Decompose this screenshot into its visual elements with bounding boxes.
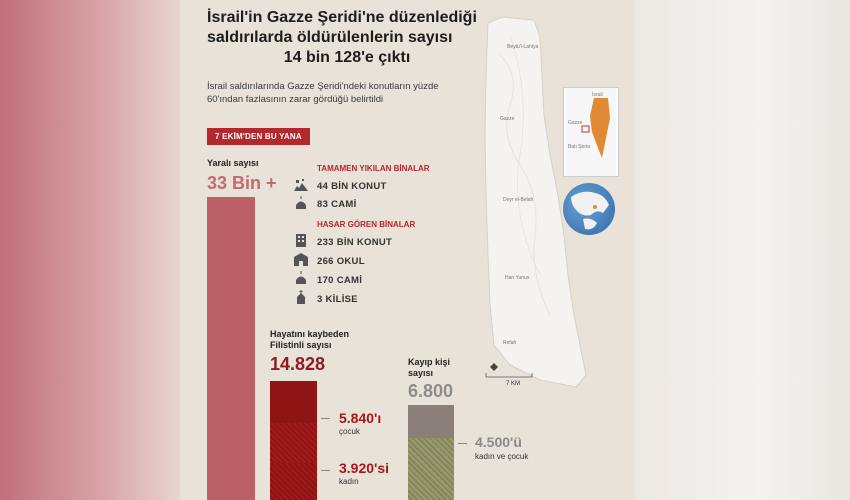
damaged-item-homes: 233 BİN KONUT [317,237,393,248]
map-label-beit-lahia: Beytü'l-Lahiya [507,44,539,50]
injured-label: Yaralı sayısı [207,158,259,168]
missing-sub-label: kadın ve çocuk [475,452,529,461]
inset-label-israel: İsrail [592,92,603,98]
children-value: 5.840'ı [339,410,382,426]
killed-label-line-2: Filistinli sayısı [270,340,332,350]
missing-label-line-2: sayısı [408,368,434,378]
killed-value: 14.828 [270,354,326,374]
subtitle-line-2: 60'ından fazlasının zarar gördüğü belirtildi [207,94,384,105]
injured-bar [207,197,255,500]
church-icon [293,290,309,309]
globe-landmass [563,183,615,235]
background-left-panel [0,0,180,500]
headline-line-1: İsrail'in Gazze Şeridi'ne düzenlediği [207,9,477,26]
missing-sub-value: 4.500'ü [475,434,522,450]
globe-graphic [563,183,615,235]
inset-map [563,87,619,177]
inset-label-gaza: Gazze [568,120,583,126]
injured-value: 33 Bin + [207,173,277,193]
damaged-item-churches: 3 KİLİSE [317,294,358,305]
map-label-rafah: Refah [503,340,517,346]
missing-bar-segment-women-children [408,438,454,500]
infographic-card [180,0,635,500]
missing-bar-segment-other [408,405,454,438]
map-label-gaza: Gazze [500,116,515,122]
women-connector [321,470,330,471]
children-label: çocuk [339,427,360,436]
children-connector [321,418,330,419]
missing-value: 6.800 [408,381,454,401]
inset-label-west-bank: Batı Şeria [568,144,590,150]
destroyed-heading: TAMAMEN YIKILAN BİNALAR [317,164,430,173]
date-tag: 7 EKİM'DEN BU YANA [207,128,310,145]
headline-line-2: saldırılarda öldürülenlerin sayısı [207,29,453,46]
rubble-icon [293,178,309,197]
killed-bar-segment-children [270,423,317,463]
map-scale-label: 7 KM [506,381,521,387]
inset-map-graphic [564,88,618,176]
background-right-panel [635,0,850,500]
subtitle-line-1: İsrail saldırılarında Gazze Şeridi'ndeki konutların yüzde [207,81,439,92]
killed-bar [270,381,317,500]
destroyed-item-homes: 44 BİN KONUT [317,181,387,192]
school-icon [293,252,309,271]
headline-line-3: 14 bin 128'e çıktı [283,49,411,66]
women-label: kadın [339,477,359,486]
killed-bar-segment-other [270,381,317,423]
damaged-item-mosques: 170 CAMİ [317,275,363,286]
destroyed-item-mosques: 83 CAMİ [317,199,357,210]
subtitle [207,80,487,106]
map-label-khan-yunis: Han Yunus [505,275,530,281]
missing-label [408,357,450,379]
damaged-item-schools: 266 OKUL [317,256,365,267]
women-value: 3.920'si [339,460,390,476]
map-label-deir-al-balah: Deyr el-Belah [503,197,534,203]
headline [207,8,487,68]
mosque-icon [293,196,309,215]
mosque-icon [293,271,309,290]
missing-label-line-1: Kayıp kişi [408,357,451,367]
building-icon [293,233,309,252]
killed-label [270,329,349,351]
missing-sub-connector [458,443,467,444]
killed-bar-segment-women [270,463,317,500]
missing-bar [408,405,454,500]
killed-label-line-1: Hayatını kaybeden [270,329,350,339]
damaged-heading: HASAR GÖREN BİNALAR [317,220,416,229]
